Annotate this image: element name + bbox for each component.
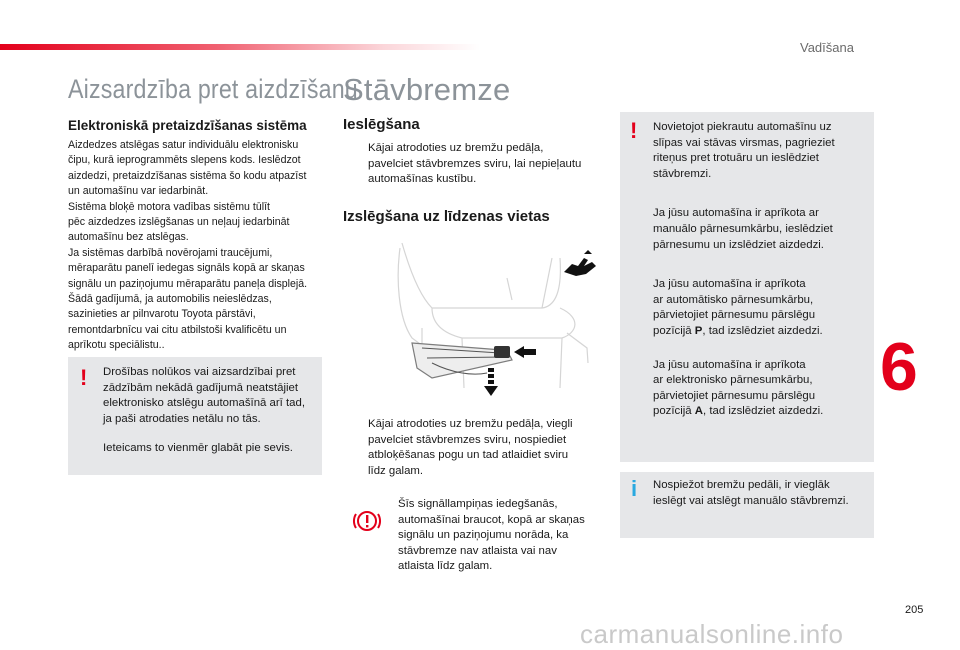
signal-text	[398, 497, 608, 575]
text-line: sazinieties ar pilnvarotu Toyota pārstāvi,	[68, 308, 256, 321]
text-line: Sistēma bloķē motora vadības sistēmu tūlīt	[68, 200, 270, 213]
text-line: signālu un paziņojumu mēraparātu paneļa displejā.	[68, 277, 308, 290]
text-line: Ja sistēmas darbībā novērojami traucējumi,	[68, 246, 273, 259]
left-warning-text	[103, 365, 318, 457]
heading-engage: Ieslēgšana	[343, 116, 420, 133]
text-line: mēraparātu panelī iedegas signāls kopā ar skaņas	[68, 262, 305, 275]
text-line: Šīs signāllampiņas iedegšanās,	[398, 498, 558, 510]
warning-icon: !	[80, 365, 88, 390]
text-line: Kājai atrodoties uz bremžu pedāļa,	[368, 142, 544, 154]
text-line: Nospiežot bremžu pedāli, ir vieglāk	[653, 479, 830, 491]
text-line	[653, 404, 868, 420]
text-line: zādzībām nekādā gadījumā neatstājiet	[103, 381, 299, 394]
text-line: Drošības nolūkos vai aizsardzībai pret	[103, 366, 296, 378]
section-title: Vadīšana	[800, 40, 854, 55]
text-line	[653, 324, 868, 340]
warning-icon: !	[630, 118, 638, 143]
text-line: atlaista līdz galam.	[398, 560, 493, 573]
text-line: riteņus pret trotuāru un ieslēdziet	[653, 152, 819, 165]
gear-a-label: A	[694, 405, 704, 418]
text-line: automašīnu bez atslēgas.	[68, 231, 189, 244]
text-line: pārvietojiet pārnesumu pārslēgu	[653, 389, 816, 402]
text-span: , tad izslēdziet aizdedzi.	[702, 324, 823, 337]
text-line: līdz galam.	[368, 464, 424, 477]
heading-release: Izslēgšana uz līdzenas vietas	[343, 208, 550, 225]
text-line: aizdedzi, pretaizdzīšanas sistēma šo kodu atpazīst	[68, 169, 307, 182]
gear-p-label: P	[694, 324, 703, 337]
release-text	[368, 417, 603, 479]
chapter-number: 6	[880, 329, 918, 405]
text-line: ar elektronisko pārnesumkārbu,	[653, 374, 813, 387]
left-subtitle: Elektroniskā pretaizdzīšanas sistēma	[68, 118, 307, 133]
left-page-title: Aizsardzība pret aizdzīšanu	[68, 74, 358, 104]
text-span: pozīcijā	[653, 405, 695, 418]
text-line: Kājai atrodoties uz bremžu pedāļa, viegli	[368, 418, 573, 430]
text-line: automašīnas kustību.	[368, 173, 477, 186]
text-line: automašīnai braucot, kopā ar skaņas	[398, 513, 585, 526]
engage-text	[368, 141, 603, 188]
text-line: Šādā gadījumā, ja automobilis neieslēdzas,	[68, 293, 272, 306]
text-line: pavelciet stāvbremzes sviru, nospiediet	[368, 433, 567, 446]
text-line: aprīkotu speciālistu..	[68, 339, 165, 352]
text-line: Ja jūsu automašīna ir aprīkota ar	[653, 207, 819, 220]
text-line: stāvbremzi.	[653, 167, 712, 180]
text-line: pārvietojiet pārnesumu pārslēgu	[653, 309, 816, 322]
text-line: manuālo pārnesumkārbu, ieslēdziet	[653, 222, 833, 235]
text-line: ieslēgt vai atslēgt manuālo stāvbremzi.	[653, 494, 849, 507]
text-line: ja paši atrodaties netālu no tās.	[103, 412, 261, 425]
right-warning-text	[653, 120, 868, 420]
text-line: Ja jūsu automašīna ir aprīkota	[653, 358, 806, 371]
header-accent-bar	[0, 44, 480, 50]
text-span: pozīcijā	[653, 324, 695, 337]
text-line: un automašīnu var iedarbināt.	[68, 185, 209, 198]
middle-page-title: Stāvbremze	[343, 72, 511, 107]
text-line: slīpas vai stāvas virsmas, pagrieziet	[653, 136, 835, 149]
info-text	[653, 478, 871, 509]
text-line: ar automātisko pārnesumkārbu,	[653, 293, 814, 306]
text-line: Novietojot piekrautu automašīnu uz	[653, 121, 832, 133]
page-number: 205	[905, 604, 924, 616]
text-line: čipu, kurā ieprogrammēts slepens kods. Ieslēdzot	[68, 154, 301, 167]
brake-warning-icon	[352, 506, 382, 536]
text-line: atbloķēšanas pogu un tad atlaidiet sviru	[368, 449, 569, 462]
watermark: carmanualsonline.info	[580, 619, 844, 649]
text-line: Aizdedzes atslēgas satur individuālu elektronisku	[68, 139, 299, 151]
hand-release-icon	[562, 250, 598, 280]
text-span: , tad izslēdziet aizdedzi.	[703, 405, 824, 418]
text-line: pavelciet stāvbremzes sviru, lai nepieļautu	[368, 157, 582, 170]
text-line: Ja jūsu automašīna ir aprīkota	[653, 278, 806, 291]
text-line: signālu un paziņojumu norāda, ka	[398, 529, 569, 542]
text-line: pēc aizdedzes izslēgšanas un neļauj iedarbināt	[68, 216, 290, 229]
text-line: stāvbremze nav atlaista vai nav	[398, 544, 557, 557]
info-icon: i	[631, 476, 638, 501]
text-line: Ieteicams to vienmēr glabāt pie sevis.	[103, 442, 293, 455]
left-body	[68, 138, 330, 354]
text-line: remontdarbnīcu vai citu atbilstoši kvalificētu un	[68, 323, 287, 336]
text-line: elektronisko atslēgu automašīnā arī tad,	[103, 397, 305, 410]
text-line: pārnesumu un izslēdziet aizdedzi.	[653, 238, 824, 251]
